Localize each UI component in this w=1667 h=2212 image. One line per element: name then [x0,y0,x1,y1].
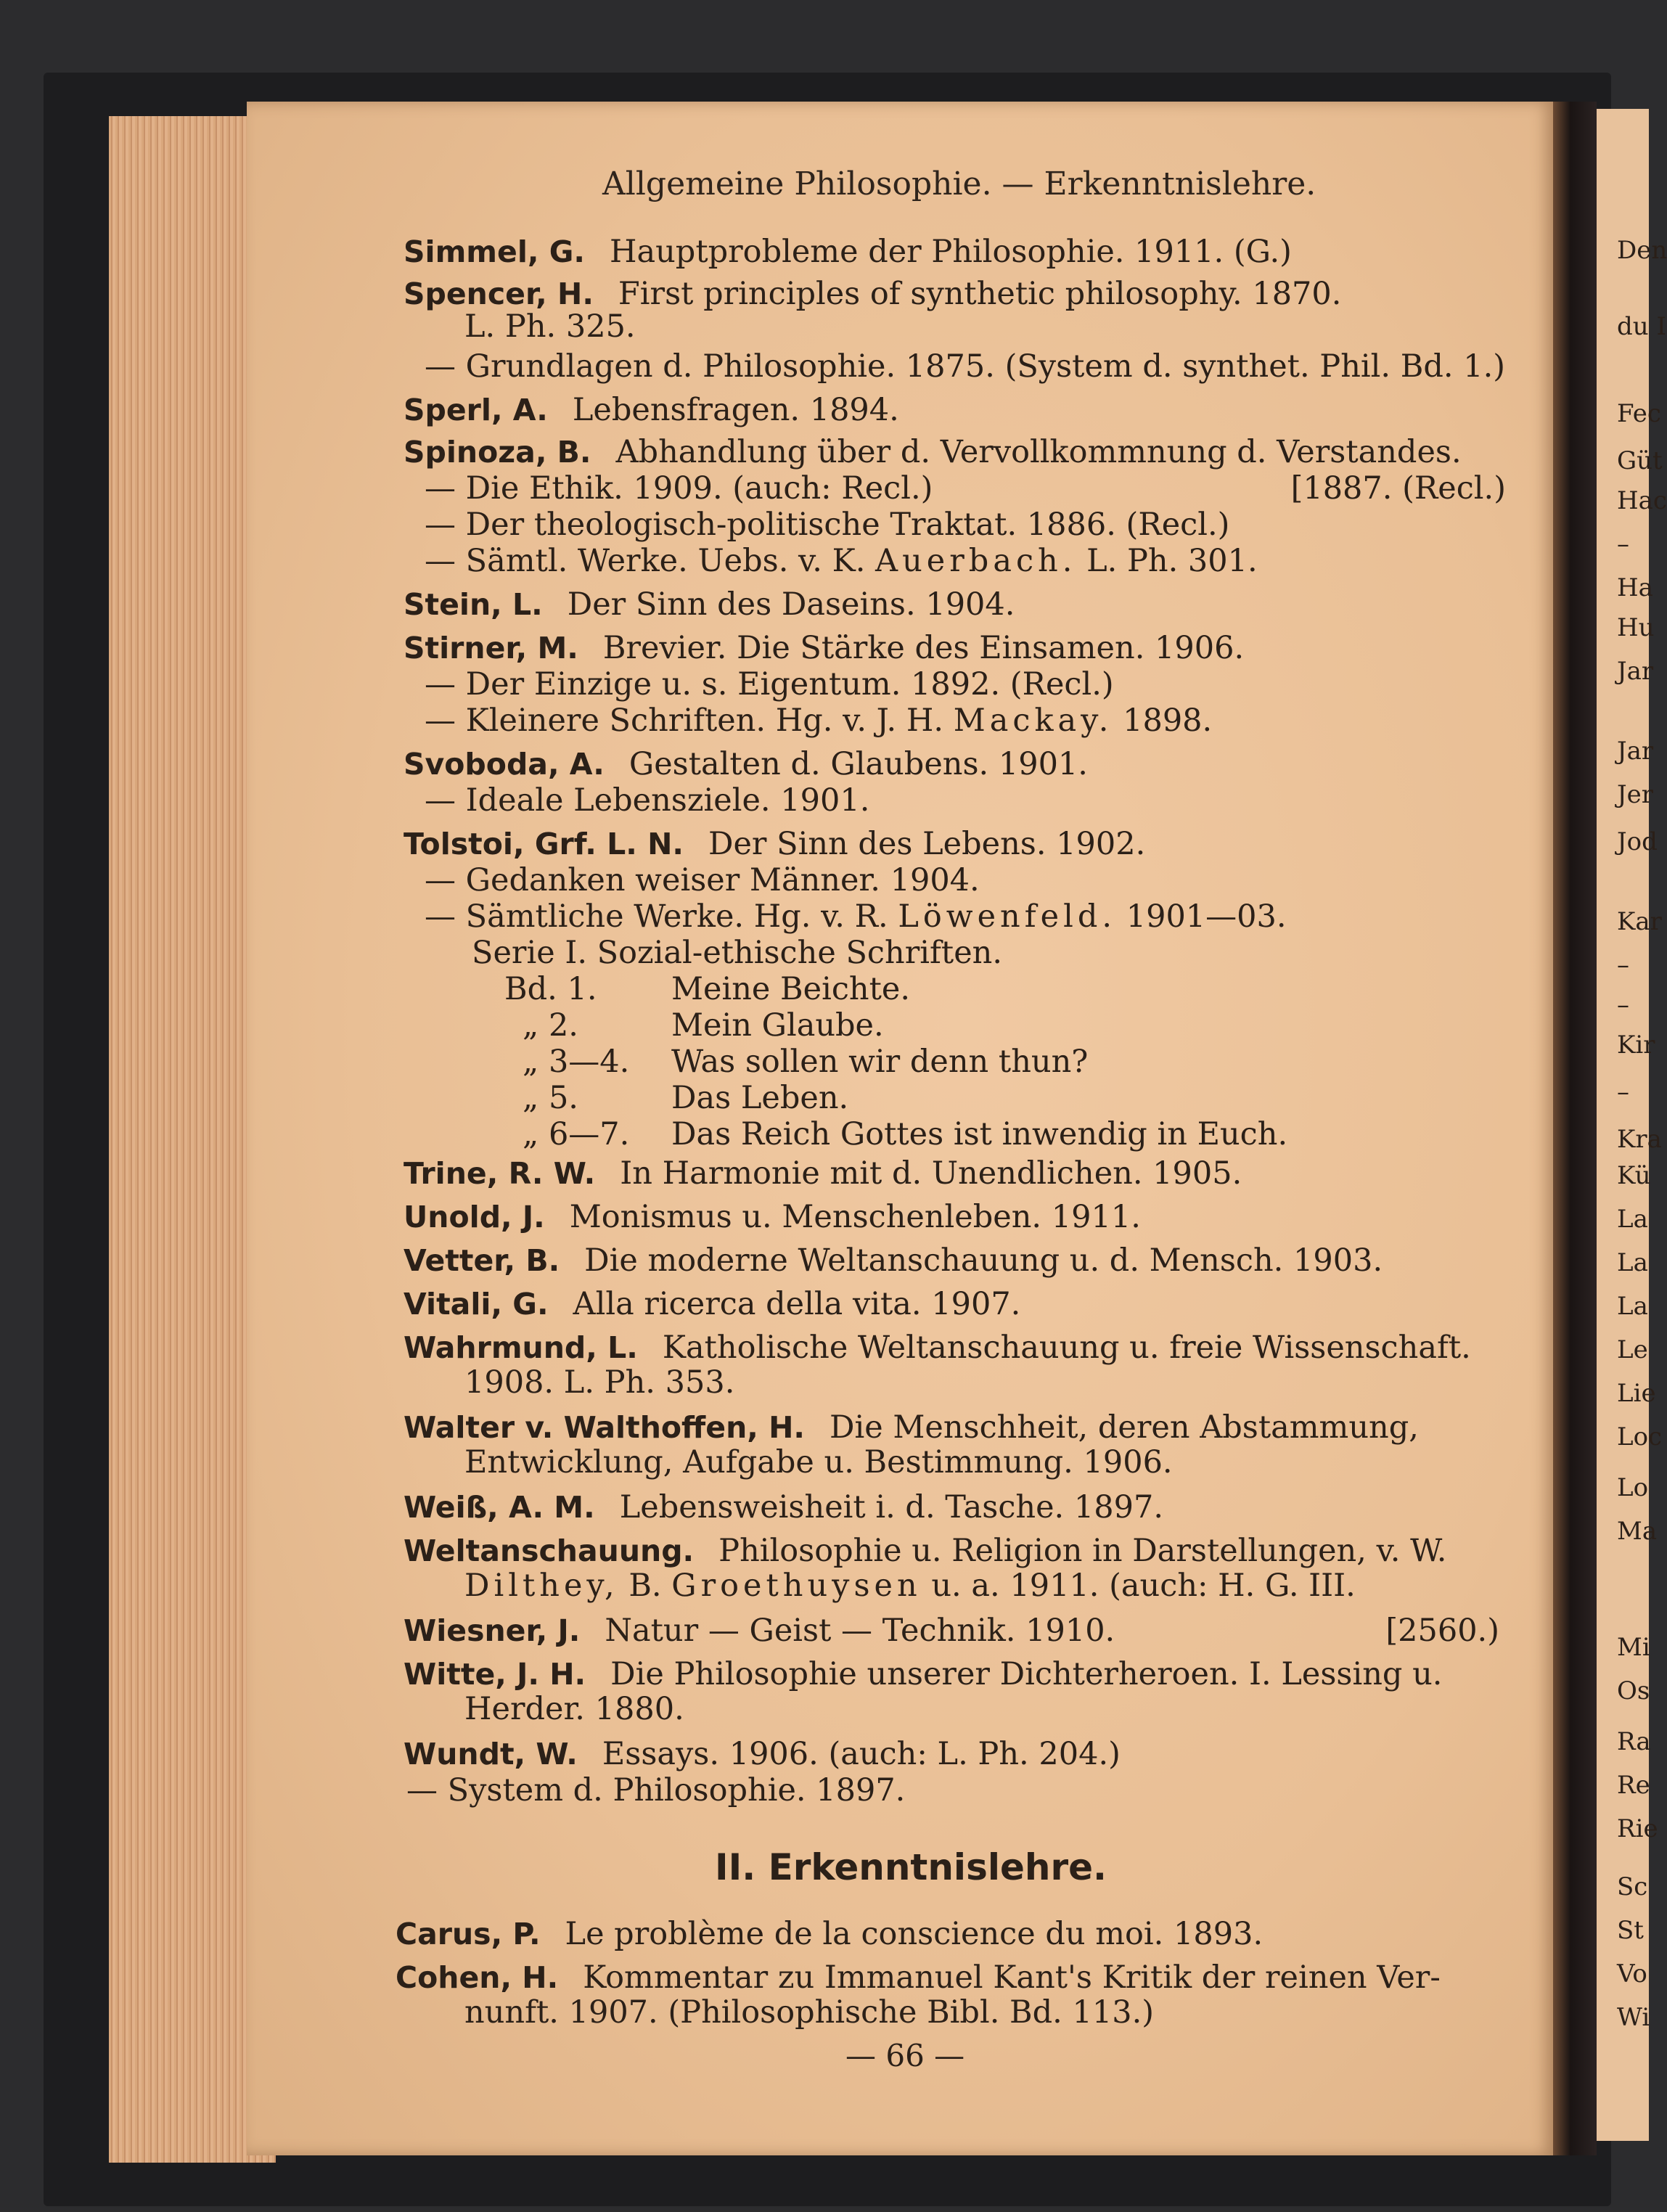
volume-title: Was sollen wir denn thun? [671,1044,1089,1080]
entry-sub: — Grundlagen d. Philosophie. 1875. (System d. synthet. Phil. Bd. 1.) [425,348,1506,385]
next-page-fragment: Ma [1617,1517,1658,1546]
next-page-fragment: Re [1617,1771,1650,1800]
volume-row [523,1116,1287,1152]
running-header: Allgemeine Philosophie. — Erkenntnislehre. [602,165,1316,202]
entry-text: Der Sinn des Lebens. 1902. [708,826,1146,862]
entry-sub: — Der theologisch-politische Traktat. 1886. (Recl.) [425,507,1230,543]
author: Cohen, H. [396,1960,559,1995]
entry-tolstoi [404,826,1145,862]
entry-continuation: L. Ph. 325. [464,308,636,345]
entry-text: Kommentar zu Immanuel Kant's Kritik der reinen Ver- [583,1959,1441,1996]
entry-sub: — System d. Philosophie. 1897. [406,1772,906,1808]
volume-number: „ 2. [523,1007,578,1044]
entry-text: Abhandlung über d. Vervollkommnung d. Verstandes. [615,434,1462,470]
entry-text: Le problème de la conscience du moi. 1893. [565,1916,1263,1952]
entry-stein [404,586,1015,623]
next-page-fragment: Rie [1617,1814,1658,1843]
next-page-fragment: Ha [1617,573,1653,602]
editor-name: Mackay. [953,702,1113,739]
author: Weiß, A. M. [404,1490,595,1525]
entry-continuation: nunft. 1907. (Philosophische Bibl. Bd. 113.) [464,1994,1155,2031]
next-page-fragment: Loc [1617,1422,1663,1451]
volume-number: „ 6—7. [523,1116,630,1152]
next-page-fragment: Jar [1617,737,1654,766]
entry-cont-text: B. [618,1568,672,1604]
next-page-fragment: Hac [1617,486,1667,515]
volume-title: Das Reich Gottes ist inwendig in Euch. [671,1116,1288,1152]
author: Walter v. Walthoffen, H. [404,1410,805,1445]
volume-number: „ 5. [523,1080,578,1116]
entry-simmel [404,234,1292,270]
entry-sub: — Ideale Lebensziele. 1901. [425,782,870,819]
entry-sub-right: [1887. (Recl.) [1290,470,1506,507]
volume-row [523,1080,848,1116]
entry-text: Katholische Weltanschauung u. freie Wissenschaft. [662,1330,1471,1366]
volume-title: Meine Beichte. [671,971,911,1007]
entry-text: Monismus u. Menschenleben. 1911. [569,1199,1141,1235]
volume-title: Das Leben. [671,1080,849,1116]
next-page-fragment: La [1617,1248,1648,1277]
next-page-fragment: – [1617,530,1629,559]
author: Vetter, B. [404,1243,560,1278]
entry-weiss [404,1489,1163,1525]
next-page-fragment: Mi [1617,1633,1650,1662]
volume-row [523,1044,1088,1080]
entry-text: Der Sinn des Daseins. 1904. [567,586,1015,623]
entry-walter [404,1409,1419,1446]
entry-sub-text: — Die Ethik. 1909. (auch: Recl.) [425,470,933,507]
volume-title: Mein Glaube. [671,1007,884,1044]
next-page-fragment: Fec [1617,399,1661,428]
next-page-fragment: du I [1617,312,1666,341]
entry-cont-text: u. a. 1911. (auch: H. G. III. [921,1568,1356,1604]
next-page-fragment: – [1617,991,1629,1020]
author: Simmel, G. [404,234,585,269]
entry-text: Essays. 1906. (auch: L. Ph. 204.) [602,1736,1121,1772]
next-page-fragment: Ra [1617,1727,1651,1756]
entry-sub [425,470,1506,507]
page-number: — 66 — [845,2038,965,2073]
entry-continuation: Herder. 1880. [464,1691,684,1727]
next-page-fragment: La [1617,1205,1648,1234]
next-page-fragment: Lo [1617,1473,1649,1502]
next-page-fragment: Lie [1617,1379,1656,1408]
author: Sperl, A. [404,393,548,427]
author: Svoboda, A. [404,747,605,782]
entry-text: Die moderne Weltanschauung u. d. Mensch. 1903. [584,1242,1383,1279]
next-page-fragment: Kra [1617,1125,1662,1154]
entry-wahrmund [404,1330,1471,1366]
section-heading: II. Erkenntnislehre. [715,1846,1107,1888]
next-page-fragment: Jer [1617,780,1654,809]
entry-vetter [404,1242,1383,1279]
entry-text: Die Philosophie unserer Dichterheroen. I. Lessing u. [610,1656,1443,1692]
author: Weltanschauung. [404,1533,695,1568]
volume-row [504,971,910,1007]
next-page-fragment: Den [1617,236,1667,265]
author: Vitali, G. [404,1287,549,1322]
entry-text: Die Menschheit, deren Abstammung, [830,1409,1419,1446]
entry-text: Lebensfragen. 1894. [572,392,899,428]
entry-text: In Harmonie mit d. Unendlichen. 1905. [620,1155,1242,1192]
next-page-fragment: Kar [1617,907,1662,936]
next-page-fragment: La [1617,1292,1648,1321]
entry-cohen [396,1959,1441,1996]
author: Spinoza, B. [404,435,591,470]
author: Tolstoi, Grf. L. N. [404,827,684,861]
editor-name: Auerbach. [875,543,1077,579]
editor-name: Groethuysen [671,1568,922,1604]
entry-text: Gestalten d. Glaubens. 1901. [628,746,1088,782]
editor-name: Löwenfeld. [898,898,1117,935]
volume-row [523,1007,884,1044]
entry-sub-text: 1901—03. [1116,898,1287,935]
entry-carus [396,1916,1263,1952]
entry-text: Hauptprobleme der Philosophie. 1911. (G.) [609,234,1292,270]
entry-sub [425,898,1287,935]
author: Wiesner, J. [404,1613,581,1648]
entry-continuation [464,1568,1356,1604]
entry-witte [404,1656,1442,1692]
entry-text: First principles of synthetic philosophy. 1870. [618,276,1342,312]
next-page-fragment: Wi [1617,2003,1650,2032]
next-page-fragment: Kü [1617,1161,1651,1190]
author: Wahrmund, L. [404,1330,638,1365]
entry-text: Lebensweisheit i. d. Tasche. 1897. [619,1489,1163,1525]
next-page-fragment: Os [1617,1676,1650,1705]
entry-svoboda [404,746,1088,782]
author: Carus, P. [396,1917,541,1951]
next-page-fragment: – [1617,951,1629,980]
series-line: Serie I. Sozial-ethische Schriften. [472,935,1002,971]
entry-stirner [404,630,1244,666]
entry-sub-text: 1898. [1113,702,1213,739]
entry-trine [404,1155,1242,1192]
entry-sub [425,543,1258,579]
entry-sub [425,702,1212,739]
editor-name: Dilthey, [464,1568,619,1604]
entry-spencer [404,276,1341,312]
author: Witte, J. H. [404,1657,586,1692]
author: Wundt, W. [404,1737,578,1771]
author: Spencer, H. [404,276,594,311]
entry-vitali [404,1286,1020,1322]
entry-text: Natur — Geist — Technik. 1910. [605,1613,1115,1649]
entry-spinoza [404,434,1462,470]
next-page-fragment: Jar [1617,657,1654,686]
next-page-fragment: Vo [1617,1959,1647,1988]
entry-text: Philosophie u. Religion in Darstellungen, v. W. [718,1533,1447,1569]
entry-text: Brevier. Die Stärke des Einsamen. 1906. [602,630,1245,666]
entry-sub-text: — Sämtliche Werke. Hg. v. R. [425,898,898,935]
next-page-fragment: Le [1617,1335,1648,1364]
next-page-fragment: Jod [1617,827,1658,856]
entry-sub: — Der Einzige u. s. Eigentum. 1892. (Recl.) [425,666,1114,702]
author: Stein, L. [404,587,543,622]
author: Stirner, M. [404,631,578,665]
next-page-fragment: – [1617,1078,1629,1107]
next-page-fragment: Hu [1617,613,1655,642]
entry-sub: — Gedanken weiser Männer. 1904. [425,862,980,898]
entry-wiesner [404,1613,1499,1649]
next-page-fragment: St [1617,1916,1644,1945]
author: Unold, J. [404,1200,545,1234]
volume-number: Bd. 1. [504,971,597,1007]
entry-sub-text: — Sämtl. Werke. Uebs. v. K. [425,543,876,579]
book-gutter [1553,102,1597,2155]
volume-number: „ 3—4. [523,1044,630,1080]
entry-text: Alla ricerca della vita. 1907. [573,1286,1021,1322]
author: Trine, R. W. [404,1156,596,1191]
next-page-fragment: Kir [1617,1031,1655,1060]
next-page-fragment: Sc [1617,1872,1648,1901]
next-page-fragment: Güt [1617,446,1663,475]
entry-continuation: 1908. L. Ph. 353. [464,1364,735,1401]
entry-sub-text: — Kleinere Schriften. Hg. v. J. H. [425,702,954,739]
entry-right: [2560.) [1385,1613,1499,1649]
entry-wundt [404,1736,1121,1772]
entry-continuation: Entwicklung, Aufgabe u. Bestimmung. 1906. [464,1444,1173,1480]
entry-weltanschauung [404,1533,1446,1569]
entry-unold [404,1199,1141,1235]
entry-sperl [404,392,899,428]
entry-sub-text: L. Ph. 301. [1076,543,1258,579]
